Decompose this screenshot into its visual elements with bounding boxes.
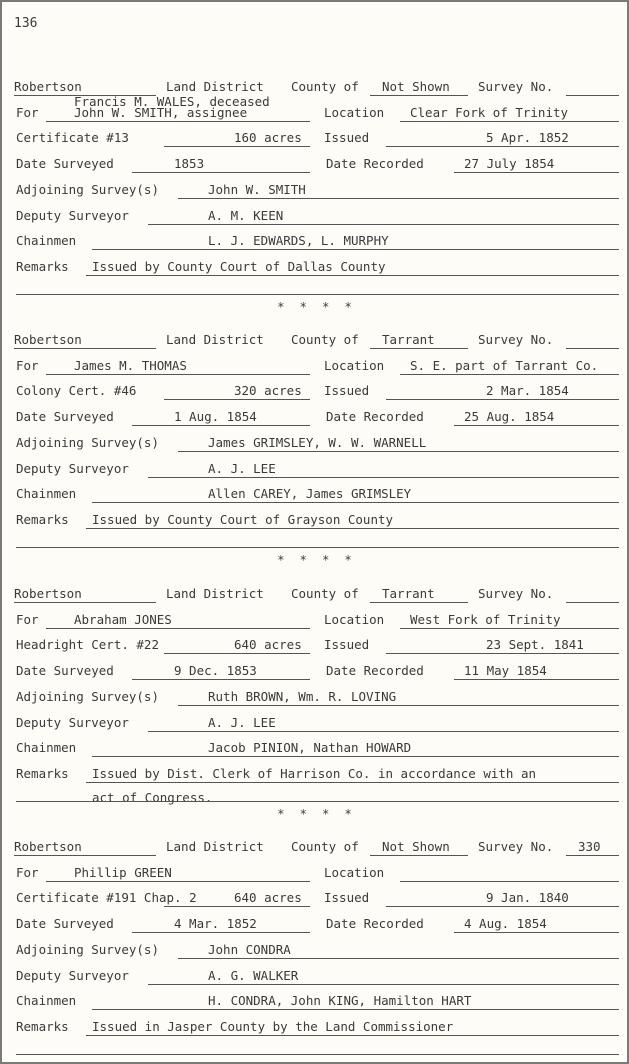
adjoining-surveys-label: Adjoining Survey(s) <box>16 689 159 704</box>
remarks-value: Issued by County Court of Grayson County <box>92 512 394 527</box>
date-surveyed-label: Date Surveyed <box>16 663 114 678</box>
fill-in-underline <box>164 653 310 654</box>
for-name-value: Phillip GREEN <box>74 865 172 880</box>
fill-in-underline <box>454 679 619 680</box>
date-surveyed-label: Date Surveyed <box>16 156 114 171</box>
adjoining-surveys-label: Adjoining Survey(s) <box>16 435 159 450</box>
deputy-surveyor-value: A. J. LEE <box>208 715 276 730</box>
fill-in-underline <box>400 121 619 122</box>
fill-in-underline <box>566 602 619 603</box>
county-of-label: County of <box>291 79 359 94</box>
fill-in-underline <box>16 547 619 548</box>
issued-value: 23 Sept. 1841 <box>486 637 584 652</box>
for-name-line-1: Francis M. WALES, deceased <box>74 94 270 109</box>
fill-in-underline <box>86 782 619 783</box>
date-surveyed-value: 9 Dec. 1853 <box>174 663 257 678</box>
land-district-value: Robertson <box>14 79 82 94</box>
date-recorded-label: Date Recorded <box>326 663 424 678</box>
adjoining-surveys-label: Adjoining Survey(s) <box>16 182 159 197</box>
fill-in-underline <box>164 146 310 147</box>
adjoining-surveys-value: John W. SMITH <box>208 182 306 197</box>
issued-label: Issued <box>324 383 370 398</box>
land-district-value: Robertson <box>14 586 82 601</box>
adjoining-surveys-label: Adjoining Survey(s) <box>16 942 159 957</box>
remarks-label: Remarks <box>16 259 69 274</box>
page-number: 136 <box>14 16 38 31</box>
fill-in-underline <box>14 855 156 856</box>
county-value: Not Shown <box>382 79 450 94</box>
fill-in-underline <box>370 602 468 603</box>
issued-label: Issued <box>324 637 370 652</box>
fill-in-underline <box>370 855 468 856</box>
issued-value: 9 Jan. 1840 <box>486 890 569 905</box>
fill-in-underline <box>178 451 619 452</box>
land-district-value: Robertson <box>14 839 82 854</box>
chainmen-value: H. CONDRA, John KING, Hamilton HART <box>208 993 472 1008</box>
fill-in-underline <box>148 477 619 478</box>
acres-value: 160 acres <box>234 130 302 145</box>
fill-in-underline <box>92 249 619 250</box>
fill-in-underline <box>92 1009 619 1010</box>
acres-value: 320 acres <box>234 383 302 398</box>
land-district-label: Land District <box>166 839 264 854</box>
date-surveyed-label: Date Surveyed <box>16 409 114 424</box>
location-label: Location <box>324 105 385 120</box>
fill-in-underline <box>370 348 468 349</box>
remarks-value: Issued by Dist. Clerk of Harrison Co. in accordance with an <box>92 766 537 781</box>
fill-in-underline <box>132 172 310 173</box>
fill-in-underline <box>46 628 310 629</box>
fill-in-underline <box>148 731 619 732</box>
fill-in-underline <box>148 224 619 225</box>
fill-in-underline <box>566 95 619 96</box>
fill-in-underline <box>132 425 310 426</box>
survey-no-label: Survey No. <box>478 586 554 601</box>
fill-in-underline <box>400 628 619 629</box>
adjoining-surveys-value: John CONDRA <box>208 942 291 957</box>
land-district-value: Robertson <box>14 332 82 347</box>
for-name-value: Abraham JONES <box>74 612 172 627</box>
fill-in-underline <box>46 374 310 375</box>
fill-in-underline <box>16 294 619 295</box>
remarks-label: Remarks <box>16 766 69 781</box>
fill-in-underline <box>46 881 310 882</box>
county-of-label: County of <box>291 839 359 854</box>
land-district-label: Land District <box>166 79 264 94</box>
fill-in-underline <box>86 275 619 276</box>
fill-in-underline <box>386 906 619 907</box>
deputy-surveyor-label: Deputy Surveyor <box>16 715 129 730</box>
remarks-value-continued: act of Congress. <box>92 790 213 805</box>
date-recorded-value: 11 May 1854 <box>464 663 547 678</box>
record-separator: * * * * <box>277 553 356 567</box>
fill-in-underline <box>400 881 619 882</box>
date-recorded-value: 25 Aug. 1854 <box>464 409 555 424</box>
deputy-surveyor-label: Deputy Surveyor <box>16 461 129 476</box>
fill-in-underline <box>148 984 619 985</box>
chainmen-value: Allen CAREY, James GRIMSLEY <box>208 486 412 501</box>
fill-in-underline <box>14 602 156 603</box>
certificate-label: Certificate #13 <box>16 130 129 145</box>
survey-no-value: 330 <box>578 839 601 854</box>
fill-in-underline <box>566 348 619 349</box>
deputy-surveyor-value: A. J. LEE <box>208 461 276 476</box>
location-label: Location <box>324 865 385 880</box>
certificate-label: Headright Cert. #22 <box>16 637 159 652</box>
location-value: S. E. part of Tarrant Co. <box>410 358 599 373</box>
issued-value: 2 Mar. 1854 <box>486 383 569 398</box>
location-label: Location <box>324 612 385 627</box>
fill-in-underline <box>164 399 310 400</box>
adjoining-surveys-value: Ruth BROWN, Wm. R. LOVING <box>208 689 397 704</box>
location-value: Clear Fork of Trinity <box>410 105 569 120</box>
chainmen-label: Chainmen <box>16 740 77 755</box>
date-recorded-label: Date Recorded <box>326 409 424 424</box>
deputy-surveyor-value: A. M. KEEN <box>208 208 284 223</box>
for-label: For <box>16 358 39 373</box>
survey-no-label: Survey No. <box>478 332 554 347</box>
record-separator: * * * * <box>277 807 356 821</box>
date-recorded-label: Date Recorded <box>326 916 424 931</box>
chainmen-value: L. J. EDWARDS, L. MURPHY <box>208 233 389 248</box>
survey-no-label: Survey No. <box>478 79 554 94</box>
date-surveyed-value: 4 Mar. 1852 <box>174 916 257 931</box>
acres-value: 640 acres <box>234 890 302 905</box>
survey-no-label: Survey No. <box>478 839 554 854</box>
fill-in-underline <box>386 399 619 400</box>
fill-in-underline <box>86 528 619 529</box>
record-separator: * * * * <box>277 300 356 314</box>
fill-in-underline <box>400 374 619 375</box>
fill-in-underline <box>386 146 619 147</box>
county-value: Tarrant <box>382 586 435 601</box>
for-name-value: James M. THOMAS <box>74 358 187 373</box>
fill-in-underline <box>178 705 619 706</box>
for-label: For <box>16 612 39 627</box>
fill-in-underline <box>132 679 310 680</box>
fill-in-underline <box>454 425 619 426</box>
fill-in-underline <box>178 958 619 959</box>
location-label: Location <box>324 358 385 373</box>
remarks-value: Issued in Jasper County by the Land Commissioner <box>92 1019 454 1034</box>
fill-in-underline <box>92 502 619 503</box>
fill-in-underline <box>454 172 619 173</box>
fill-in-underline <box>370 95 468 96</box>
certificate-label: Certificate #191 Chap. 2 <box>16 890 197 905</box>
date-surveyed-label: Date Surveyed <box>16 916 114 931</box>
deputy-surveyor-label: Deputy Surveyor <box>16 208 129 223</box>
chainmen-value: Jacob PINION, Nathan HOWARD <box>208 740 412 755</box>
fill-in-underline <box>386 653 619 654</box>
land-district-label: Land District <box>166 332 264 347</box>
fill-in-underline <box>14 348 156 349</box>
remarks-value: Issued by County Court of Dallas County <box>92 259 386 274</box>
county-of-label: County of <box>291 332 359 347</box>
issued-label: Issued <box>324 890 370 905</box>
adjoining-surveys-value: James GRIMSLEY, W. W. WARNELL <box>208 435 427 450</box>
fill-in-underline <box>46 121 310 122</box>
location-value: West Fork of Trinity <box>410 612 561 627</box>
date-recorded-label: Date Recorded <box>326 156 424 171</box>
date-recorded-value: 4 Aug. 1854 <box>464 916 547 931</box>
chainmen-label: Chainmen <box>16 233 77 248</box>
remarks-label: Remarks <box>16 1019 69 1034</box>
chainmen-label: Chainmen <box>16 993 77 1008</box>
fill-in-underline <box>16 1054 619 1055</box>
issued-value: 5 Apr. 1852 <box>486 130 569 145</box>
fill-in-underline <box>92 756 619 757</box>
for-name-line-2: John W. SMITH, assignee <box>74 105 248 120</box>
deputy-surveyor-label: Deputy Surveyor <box>16 968 129 983</box>
chainmen-label: Chainmen <box>16 486 77 501</box>
fill-in-underline <box>86 1035 619 1036</box>
for-label: For <box>16 105 39 120</box>
for-label: For <box>16 865 39 880</box>
date-surveyed-value: 1 Aug. 1854 <box>174 409 257 424</box>
fill-in-underline <box>164 906 310 907</box>
fill-in-underline <box>454 932 619 933</box>
certificate-label: Colony Cert. #46 <box>16 383 137 398</box>
date-surveyed-value: 1853 <box>174 156 205 171</box>
date-recorded-value: 27 July 1854 <box>464 156 555 171</box>
remarks-label: Remarks <box>16 512 69 527</box>
acres-value: 640 acres <box>234 637 302 652</box>
fill-in-underline <box>566 855 619 856</box>
deputy-surveyor-value: A. G. WALKER <box>208 968 299 983</box>
fill-in-underline <box>132 932 310 933</box>
fill-in-underline <box>178 198 619 199</box>
county-value: Not Shown <box>382 839 450 854</box>
county-of-label: County of <box>291 586 359 601</box>
county-value: Tarrant <box>382 332 435 347</box>
issued-label: Issued <box>324 130 370 145</box>
fill-in-underline <box>16 801 619 802</box>
land-district-label: Land District <box>166 586 264 601</box>
